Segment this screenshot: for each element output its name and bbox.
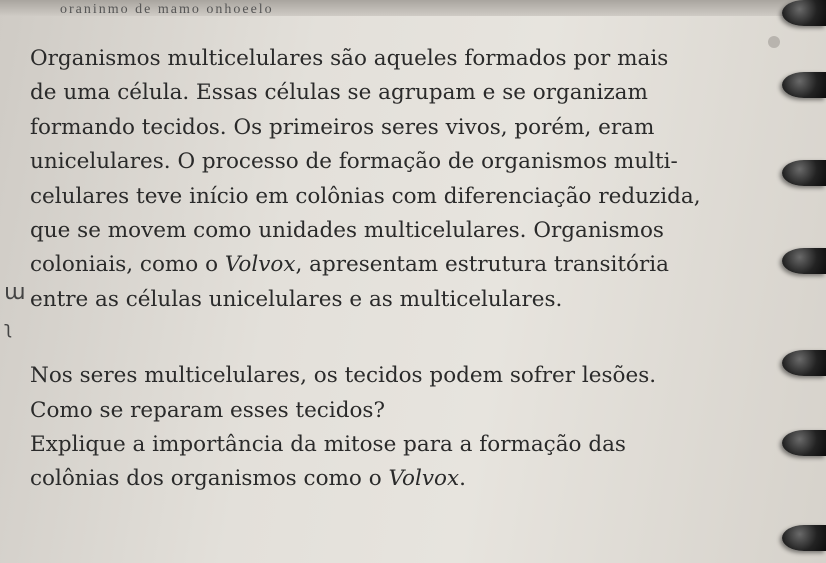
spiral-binding-ring <box>782 248 826 274</box>
paragraph-line: que se movem como unidades multicelulares. Organismos <box>30 217 664 243</box>
question-line: Nos seres multicelulares, os tecidos podem sofrer lesões. <box>30 363 657 389</box>
line-text: , apresentam estrutura transitória <box>295 252 669 278</box>
pen-scribble-mark: ɯ <box>4 280 26 305</box>
text-body <box>30 42 778 497</box>
paragraph-line: unicelulares. O processo de formação de organismos multi- <box>30 149 678 175</box>
paragraph-line: formando tecidos. Os primeiros seres vivos, porém, eram <box>30 114 655 140</box>
spiral-binding-ring <box>782 525 826 551</box>
volvox-term: Volvox <box>224 252 296 278</box>
volvox-term: Volvox <box>388 466 460 492</box>
line-text: colônias dos organismos como o <box>30 466 389 492</box>
spiral-binding-ring <box>782 72 826 98</box>
paragraph-line: Organismos multicelulares são aqueles formados por mais <box>30 46 669 71</box>
spiral-binding-ring <box>782 160 826 186</box>
question-line <box>30 462 778 496</box>
cut-off-header-text: oraninmo de mamo onhoeelo <box>60 2 274 17</box>
line-text: coloniais, como o <box>30 252 225 278</box>
question-line: Como se reparam esses tecidos? <box>30 397 385 423</box>
line-text: . <box>459 466 466 492</box>
paragraph-line: celulares teve início em colônias com diferenciação reduzida, <box>30 183 701 209</box>
paragraph-line <box>30 248 778 282</box>
top-edge-strip <box>0 0 826 16</box>
paragraph-line: entre as células unicelulares e as multicelulares. <box>30 286 563 312</box>
spiral-binding-ring <box>782 430 826 456</box>
spiral-binding-ring <box>782 350 826 376</box>
spacer <box>30 317 778 359</box>
question-line: Explique a importância da mitose para a formação das <box>30 431 626 457</box>
binding-hole <box>768 36 780 48</box>
paragraph-line: de uma célula. Essas células se agrupam e se organizam <box>30 80 648 106</box>
spiral-binding-ring <box>782 0 826 26</box>
pen-scribble-mark: ʅ <box>4 318 13 339</box>
